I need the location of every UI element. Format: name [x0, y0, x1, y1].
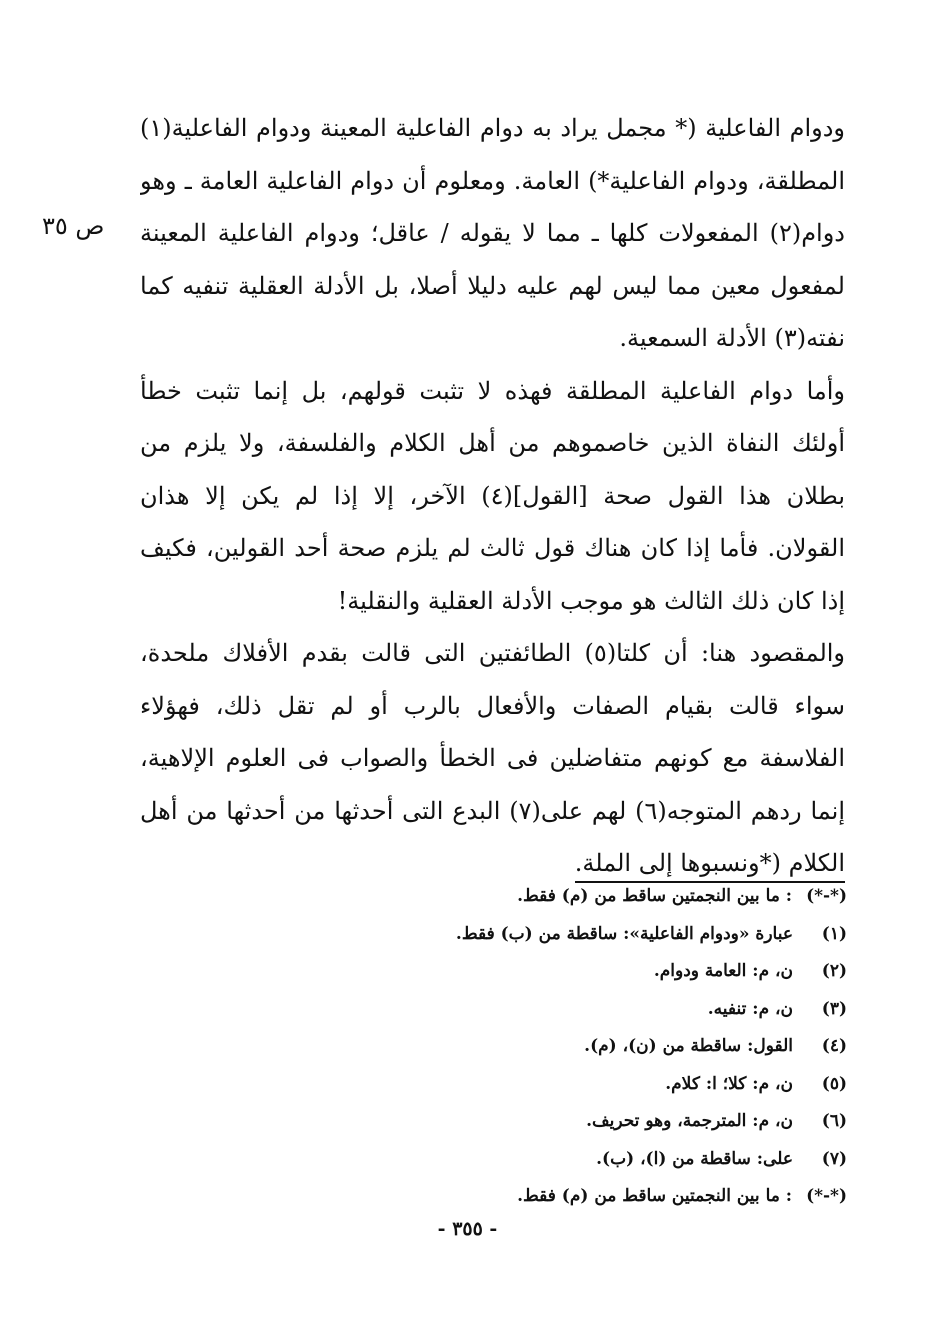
footnote	[140, 1103, 847, 1141]
footnote	[140, 1028, 847, 1066]
footnote-mark: (*-*)	[806, 1186, 847, 1206]
footnote	[140, 1178, 847, 1216]
footnote-text: ن، م: كلا؛ ا: كلام.	[665, 1073, 793, 1094]
text-line	[140, 680, 845, 733]
footnote-mark: (١)	[821, 923, 847, 944]
text-line-content: الكلام (*ونسبوها إلى الملة.	[575, 849, 845, 883]
text-line-content: نفته(٣) الأدلة السمعية.	[619, 324, 845, 352]
footnote-mark: (٦)	[821, 1111, 847, 1131]
text-line-content: ودوام الفاعلية (* مجمل يراد به دوام الفاعلية المعينة ودوام الفاعلية(١)	[140, 114, 845, 142]
text-line	[140, 260, 845, 313]
main-text	[140, 102, 845, 890]
footnote	[140, 916, 847, 954]
text-line	[140, 470, 845, 523]
text-line-content: الفلاسفة مع كونهم متفاضلين فى الخطأ والصواب فى العلوم الإلاهية،	[140, 744, 845, 772]
footnote	[140, 953, 847, 991]
footnote-text: ن، م: المترجمة، وهو تحريف.	[586, 1111, 793, 1131]
text-line-content: سواء قالت بقيام الصفات والأفعال بالرب أو لم تقل ذلك، فهؤلاء	[140, 691, 845, 720]
text-line	[140, 365, 845, 418]
text-line	[140, 732, 845, 785]
text-line-content: إنما ردهم المتوجه(٦) لهم على(٧) البدع التى أحدثها من أحدثها من أهل	[140, 796, 845, 825]
footnote-mark: (٤)	[821, 1036, 847, 1056]
text-line	[140, 312, 845, 365]
text-line-content: القولان. فأما إذا كان هناك قول ثالث لم يلزم صحة أحد القولين، فكيف	[140, 534, 845, 562]
text-line	[140, 155, 845, 208]
footnote	[140, 1141, 847, 1179]
footnote-text: ن، م: تنفيه.	[707, 998, 793, 1019]
footnote	[140, 991, 847, 1029]
text-line-content: أولئك النفاة الذين خاصموهم من أهل الكلام والفلسفة، ولا يلزم من	[140, 429, 845, 457]
text-line	[140, 627, 845, 680]
footnote-text: على: ساقطة من (ا)، (ب).	[596, 1148, 793, 1169]
footnote-text: القول: ساقطة من (ن)، (م).	[584, 1036, 793, 1056]
text-line	[140, 522, 845, 575]
footnote	[140, 878, 847, 916]
margin-page-reference: ص ٣٥	[42, 212, 105, 240]
text-line-content: بطلان هذا القول صحة [القول](٤) الآخر، إلا إذا لم يكن إلا هذان	[140, 481, 845, 510]
text-line-content: إذا كان ذلك الثالث هو موجب الأدلة العقلية والنقلية!	[337, 586, 845, 615]
text-line-content: دوام(٢) المفعولات كلها ـ مما لا يقوله / عاقل؛ ودوام الفاعلية المعينة	[140, 219, 845, 247]
text-line-content: المطلقة، ودوام الفاعلية*) العامة. ومعلوم أن دوام الفاعلية العامة ـ وهو	[140, 166, 845, 195]
footnote-text: عبارة «ودوام الفاعلية»: ساقطة من (ب) فقط.	[455, 923, 793, 944]
footnotes	[140, 878, 847, 1216]
footnote-mark: (٣)	[821, 998, 847, 1019]
footnote-mark: (*-*)	[806, 886, 847, 906]
text-line-content: لمفعول معين مما ليس لهم عليه دليلا أصلا، بل الأدلة العقلية تنفيه كما	[140, 271, 845, 300]
text-line	[140, 102, 845, 155]
text-line-content: وأما دوام الفاعلية المطلقة فهذه لا تثبت قولهم، بل إنما تثبت خطأ	[140, 376, 845, 405]
text-line	[140, 417, 845, 470]
footnote-text: : ما بين النجمتين ساقط من (م) فقط.	[517, 1186, 793, 1206]
footnote	[140, 1066, 847, 1104]
text-line-content: والمقصود هنا: أن كلتا(٥) الطائفتين التى قالت بقدم الأفلاك ملحدة،	[140, 639, 845, 667]
footnote-mark: (٥)	[821, 1073, 847, 1094]
footnote-text: ن، م: العامة ودوام.	[653, 961, 793, 981]
text-line	[140, 785, 845, 838]
footnote-text: : ما بين النجمتين ساقط من (م) فقط.	[517, 886, 793, 906]
footnote-mark: (٧)	[821, 1148, 847, 1169]
text-line	[140, 575, 845, 628]
page-number: - ٣٥٥ -	[437, 1218, 498, 1240]
footnote-mark: (٢)	[821, 961, 847, 981]
text-line	[140, 207, 845, 260]
